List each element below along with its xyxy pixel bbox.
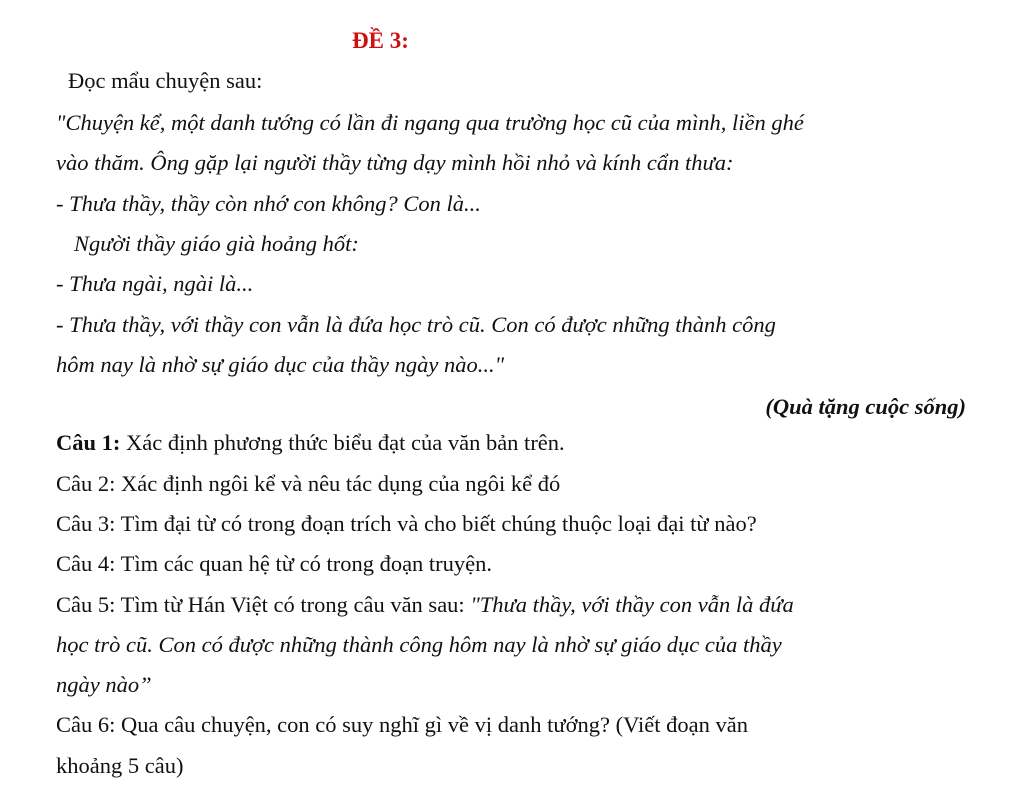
story-source: (Quà tặng cuộc sống)	[765, 394, 966, 419]
question-1	[56, 428, 565, 458]
story-line-1: "Chuyện kể, một danh tướng có lần đi ngang qua trường học cũ của mình, liền ghé	[56, 110, 804, 135]
story-line-7: hôm nay là nhờ sự giáo dục của thầy ngày nào..."	[56, 352, 505, 377]
intro-line: Đọc mẩu chuyện sau:	[68, 68, 263, 93]
question-4: Câu 4: Tìm các quan hệ từ có trong đoạn truyện.	[56, 551, 493, 576]
story-line-5: - Thưa ngài, ngài là...	[56, 271, 254, 296]
question-5-quote-end: ngày nào”	[56, 672, 152, 697]
question-1-text: Xác định phương thức biểu đạt của văn bản trên.	[120, 430, 565, 455]
story-line-6: - Thưa thầy, với thầy con vẫn là đứa học trò cũ. Con có được những thành công	[56, 312, 776, 337]
question-6-line-2: khoảng 5 câu)	[56, 753, 184, 778]
story-line-4: Người thầy giáo già hoảng hốt:	[74, 231, 359, 256]
question-5-quote-start: "Thưa thầy, với thầy con vẫn là đứa	[470, 592, 794, 617]
story-line-2: vào thăm. Ông gặp lại người thầy từng dạy mình hồi nhỏ và kính cẩn thưa:	[56, 150, 734, 175]
question-3: Câu 3: Tìm đại từ có trong đoạn trích và cho biết chúng thuộc loại đại từ nào?	[56, 511, 757, 536]
story-line-3: - Thưa thầy, thầy còn nhớ con không? Con là...	[56, 191, 481, 216]
question-5	[56, 590, 794, 620]
question-6-line-1: Câu 6: Qua câu chuyện, con có suy nghĩ gì về vị danh tướng? (Viết đoạn văn	[56, 712, 748, 737]
page-title: ĐỀ 3:	[352, 28, 409, 53]
question-2: Câu 2: Xác định ngôi kể và nêu tác dụng của ngôi kể đó	[56, 471, 561, 496]
question-1-label: Câu 1:	[56, 430, 121, 455]
question-5-prefix: Câu 5: Tìm từ Hán Việt có trong câu văn sau:	[56, 592, 471, 617]
question-5-quote-middle: học trò cũ. Con có được những thành công hôm nay là nhờ sự giáo dục của thầy	[56, 632, 782, 657]
